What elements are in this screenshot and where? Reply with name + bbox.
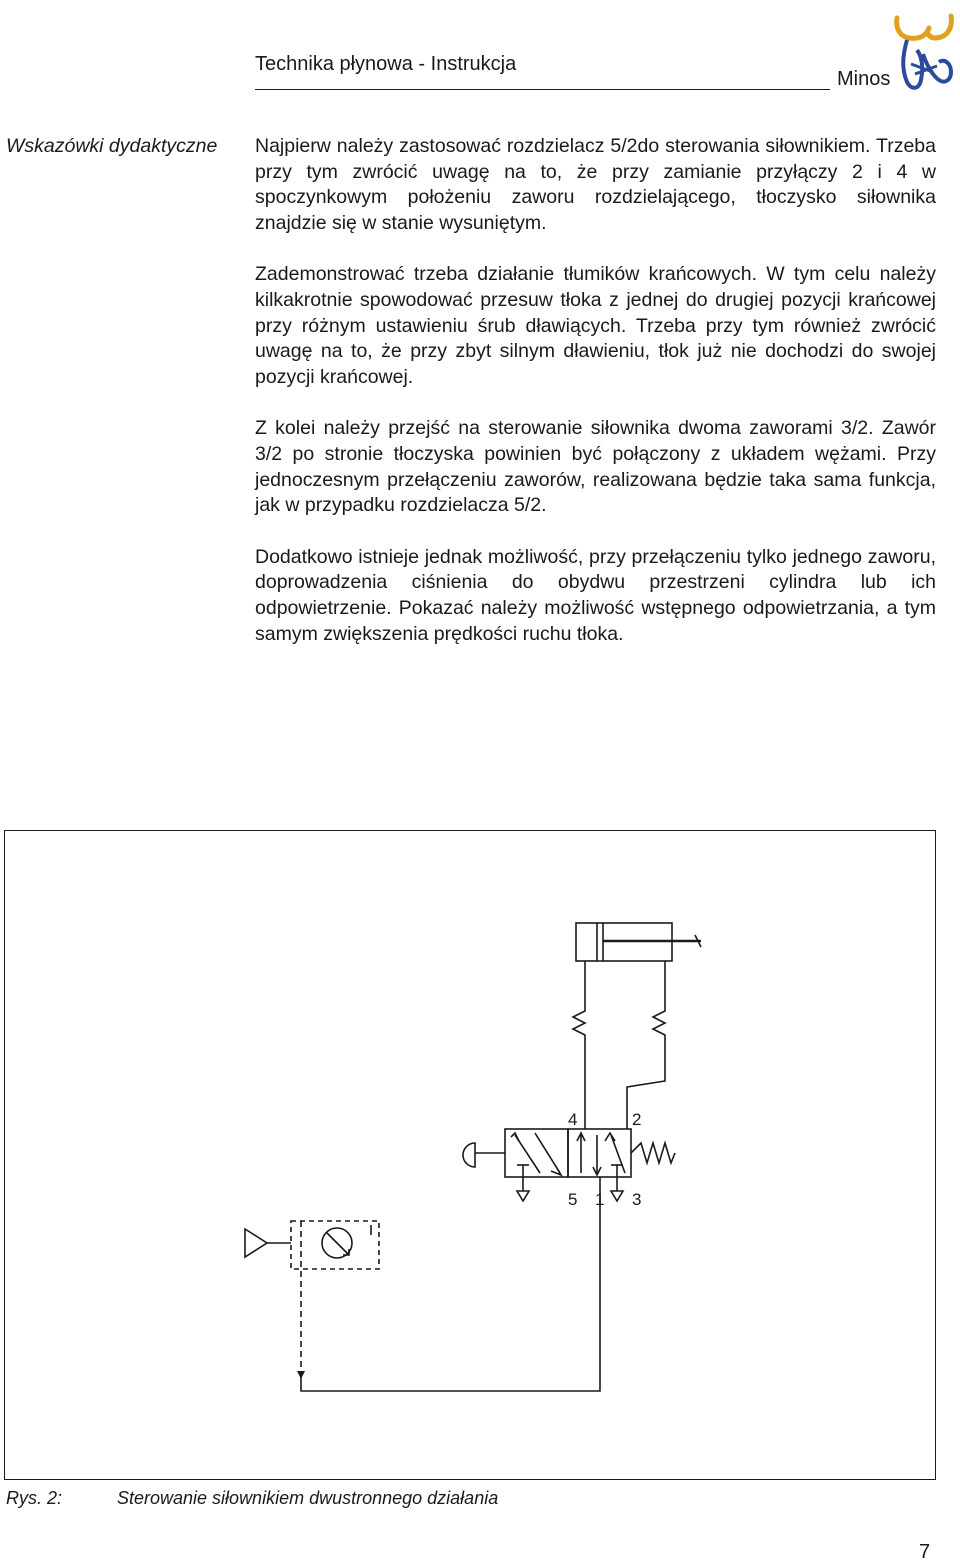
side-label: Wskazówki dydaktyczne	[6, 135, 218, 157]
header-brand: Minos	[837, 68, 891, 90]
service-unit	[245, 1221, 379, 1371]
paragraph: Zademonstrować trzeba działanie tłumików krańcowych. W tym celu należy kilkakrotnie spowodować przesuw tłoka z jednej do drugiej pozycji krańcowej przy różnym ustawieniu śrub dławiących. Trzeba przy tym również zwrócić uwagę na to, że przy zbyt silnym dławieniu, tłok już nie dochodzi do swojej pozycji krańcowej.	[255, 263, 936, 388]
figure-caption-label: Rys. 2:	[6, 1488, 63, 1508]
minos-logo-icon	[893, 10, 955, 94]
port-label-2: 2	[632, 1110, 642, 1129]
supply-arrow	[297, 1371, 305, 1379]
header-title: Technika płynowa - Instrukcja	[255, 53, 517, 75]
paragraph: Najpierw należy zastosować rozdzielacz 5/2do sterowania siłownikiem. Trzeba przy tym zwrócić uwagę na to, że przy zamianie przyłączy 2 i 4 w spoczynkowym położeniu zaworu rozdzielającego, tłoczysko siłownika znajdzie się w stanie wysuniętym.	[255, 135, 936, 234]
pneumatic-schematic	[5, 831, 935, 1479]
body-text	[255, 134, 936, 673]
figure-caption-text: Sterowanie siłownikiem dwustronnego działania	[117, 1488, 499, 1508]
page-number: 7	[919, 1541, 931, 1563]
header-rule	[255, 89, 830, 90]
port-label-4: 4	[568, 1110, 578, 1129]
paragraph: Z kolei należy przejść na sterowanie siłownika dwoma zaworami 3/2. Zawór 3/2 po stronie tłoczyska powinien być połączony z układem wężami. Przy jednoczesnym przełączeniu zaworów, realizowana będzie taka sama funkcja, jak w przypadku rozdzielacza 5/2.	[255, 417, 936, 517]
port-label-1: 1	[595, 1190, 605, 1209]
port-label-5: 5	[568, 1190, 578, 1209]
pneumatic-diagram	[4, 830, 936, 1480]
hose-lines	[301, 961, 665, 1391]
double-acting-cylinder	[576, 923, 701, 961]
port-label-3: 3	[632, 1190, 642, 1209]
paragraph: Dodatkowo istnieje jednak możliwość, przy przełączeniu tylko jednego zaworu, doprowadzenia ciśnienia do obydwu przestrzeni cylindra lub ich odpowietrzenie. Pokazać należy możliwość wstępnego odpowietrzania, a tym samym zwiększenia prędkości ruchu tłoka.	[255, 545, 936, 645]
